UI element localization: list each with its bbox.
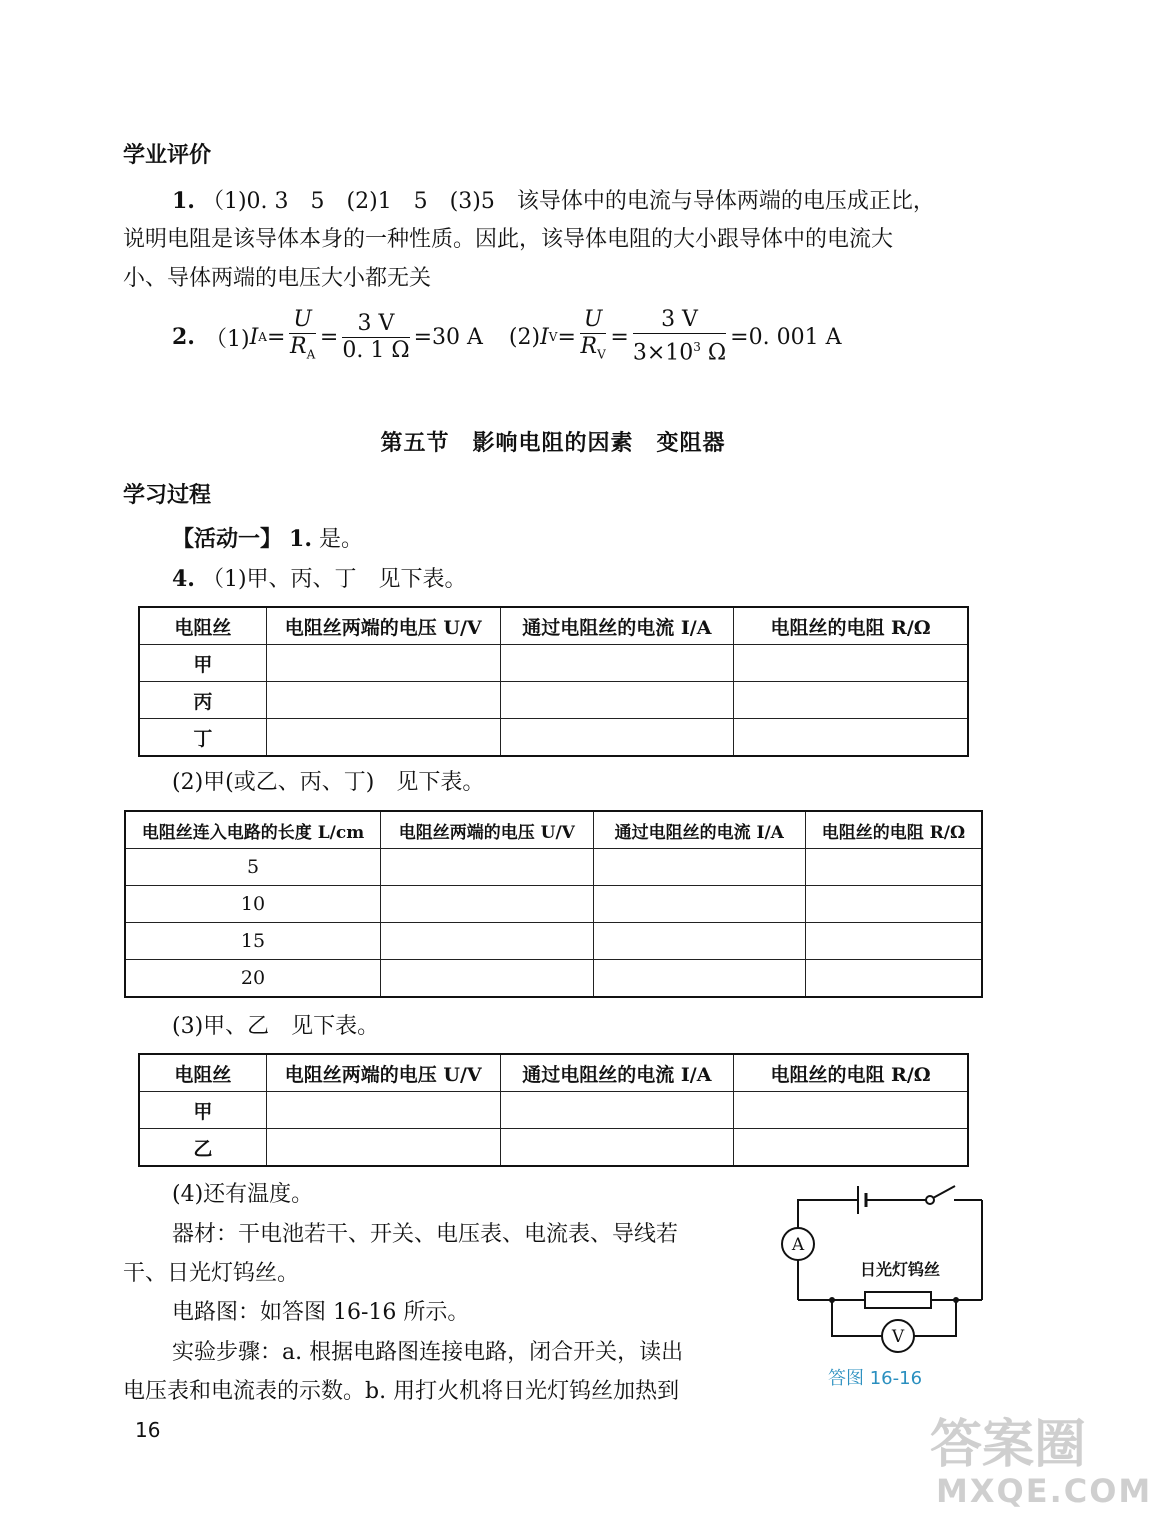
table-cell — [266, 1129, 500, 1167]
table-cell — [266, 682, 500, 719]
table-header: 电阻丝 — [139, 1054, 266, 1092]
table-cell — [266, 1092, 500, 1129]
table-cell — [381, 960, 593, 998]
table-cell — [734, 1092, 968, 1129]
q4-text: （1)甲、丙、丁 见下表。 — [201, 567, 467, 592]
fraction-values-1 — [342, 311, 409, 364]
fraction-values-2 — [633, 307, 726, 366]
table-row — [139, 682, 968, 719]
table-row — [139, 1129, 968, 1167]
equals-4: = — [610, 324, 629, 350]
table-cell — [593, 886, 805, 923]
row-label: 15 — [125, 923, 381, 960]
table-1 — [138, 606, 969, 757]
part3-text: (3)甲、乙 见下表。 — [172, 1014, 380, 1039]
q1-line1 — [172, 186, 935, 217]
table-3 — [138, 1053, 969, 1167]
figure-caption: 答图 16-16 — [828, 1368, 923, 1389]
activity-text: 是。 — [318, 527, 363, 552]
page-number: 16 — [135, 1418, 161, 1442]
row-label: 5 — [125, 849, 381, 886]
resistance-symbol-a: R — [290, 333, 307, 359]
numerator-1: 3 V — [342, 311, 409, 338]
numerator-2: 3 V — [633, 307, 726, 334]
resistance-sub-v: V — [597, 347, 606, 362]
table-header: 通过电阻丝的电流 I/A — [500, 607, 734, 645]
table-row — [139, 719, 968, 757]
row-label: 10 — [125, 886, 381, 923]
q1-line1-text: （1)0. 3 5 (2)1 5 (3)5 该导体中的电流与导体两端的电压成正比， — [201, 189, 935, 214]
voltage-symbol-2: U — [583, 306, 603, 332]
table-cell — [500, 719, 734, 757]
equals-2: = — [319, 324, 339, 350]
table-cell — [734, 682, 968, 719]
current-sub-a: A — [258, 330, 267, 344]
table-row — [139, 1092, 968, 1129]
table-cell — [593, 960, 805, 998]
table-cell — [805, 886, 982, 923]
current-symbol-v: I — [540, 324, 549, 350]
wire-top-left — [798, 1200, 858, 1228]
assessment-heading: 学业评价 — [123, 143, 212, 168]
row-label: 乙 — [139, 1129, 266, 1167]
fraction-u-over-rv — [580, 307, 607, 367]
table-cell — [381, 923, 593, 960]
row-label: 甲 — [139, 1092, 266, 1129]
table-header: 电阻丝的电阻 R/Ω — [734, 607, 968, 645]
table-cell — [266, 645, 500, 682]
table-row — [125, 960, 982, 998]
process-heading: 学习过程 — [123, 483, 212, 508]
table-header: 电阻丝两端的电压 U/V — [266, 607, 500, 645]
row-label: 甲 — [139, 645, 266, 682]
table-cell — [381, 849, 593, 886]
q4-number: 4. — [172, 566, 195, 592]
fraction-u-over-ra — [289, 307, 316, 367]
row-label: 丁 — [139, 719, 266, 757]
table-cell — [500, 645, 734, 682]
circuit-diagram — [770, 1180, 1000, 1360]
table-header: 通过电阻丝的电流 I/A — [500, 1054, 734, 1092]
equals-3: = — [557, 324, 576, 350]
junction-dot-right — [953, 1297, 959, 1303]
q2-part1-label: （1) — [204, 326, 250, 352]
result-1: =30 A — [413, 324, 483, 350]
table-header: 电阻丝 — [139, 607, 266, 645]
q4-line — [172, 564, 467, 595]
q2-part2-label: (2) — [508, 324, 541, 350]
table-header: 电阻丝连入电路的长度 L/cm — [125, 811, 381, 849]
watermark-url: MXQE.COM — [936, 1472, 1152, 1510]
table-header: 电阻丝两端的电压 U/V — [266, 1054, 500, 1092]
resistance-sub-a: A — [306, 347, 316, 362]
activity-line — [172, 524, 363, 555]
denominator-1: 0. 1 Ω — [342, 337, 410, 363]
table-cell — [500, 1129, 734, 1167]
table-cell — [266, 719, 500, 757]
row-label: 20 — [125, 960, 381, 998]
voltage-symbol-1: U — [293, 306, 312, 332]
current-sub-v: V — [548, 330, 558, 344]
junction-dot-left — [829, 1297, 835, 1303]
equipment-line2: 干、日光灯钨丝。 — [123, 1261, 300, 1286]
table-header: 电阻丝的电阻 R/Ω — [805, 811, 982, 849]
row-label: 丙 — [139, 682, 266, 719]
voltmeter-wire-right — [914, 1300, 956, 1336]
resistance-symbol-v: R — [580, 333, 598, 359]
result-2: =0. 001 A — [730, 324, 842, 350]
q1-number: 1. — [172, 188, 195, 214]
q1-line3: 小、导体两端的电压大小都无关 — [123, 266, 432, 291]
table-cell — [805, 960, 982, 998]
table-cell — [734, 719, 968, 757]
equipment-line1: 器材：干电池若干、开关、电压表、电流表、导线若 — [172, 1222, 679, 1247]
part4-text: (4)还有温度。 — [172, 1182, 314, 1207]
denominator-2-unit: Ω — [700, 340, 727, 366]
filament-resistor — [865, 1292, 931, 1308]
table-header: 通过电阻丝的电流 I/A — [593, 811, 805, 849]
denominator-2-base: 3×10 — [632, 340, 694, 366]
table-cell — [381, 886, 593, 923]
activity-number: 1. — [289, 526, 312, 552]
voltmeter-wire-left — [832, 1300, 882, 1336]
denominator-2-exp: 3 — [693, 340, 701, 355]
denominator-2 — [633, 334, 726, 366]
switch-lever — [933, 1186, 955, 1198]
ammeter-label: A — [791, 1235, 805, 1255]
table-cell — [805, 923, 982, 960]
table-cell — [805, 849, 982, 886]
table-cell — [500, 1092, 734, 1129]
table-row — [125, 849, 982, 886]
steps-line2: 电压表和电流表的示数。b. 用打火机将日光灯钨丝加热到 — [123, 1379, 680, 1404]
table-2 — [124, 810, 983, 998]
table-row — [139, 645, 968, 682]
table-row — [125, 923, 982, 960]
activity-label: 【活动一】 — [172, 527, 283, 552]
table-header-row — [139, 607, 968, 645]
part2-text: (2)甲(或乙、丙、丁) 见下表。 — [172, 770, 485, 795]
table-header: 电阻丝两端的电压 U/V — [381, 811, 593, 849]
table-header-row — [125, 811, 982, 849]
watermark-logo: 答案圈 — [930, 1415, 1087, 1475]
table-header-row — [139, 1054, 968, 1092]
table-header: 电阻丝的电阻 R/Ω — [734, 1054, 968, 1092]
filament-label: 日光灯钨丝 — [859, 1260, 941, 1279]
q1-line2: 说明电阻是该导体本身的一种性质。因此，该导体电阻的大小跟导体中的电流大 — [123, 227, 894, 252]
table-cell — [500, 682, 734, 719]
q2-number: 2. — [172, 324, 195, 350]
current-symbol-a: I — [249, 324, 259, 350]
circuit-line: 电路图：如答图 16-16 所示。 — [172, 1300, 470, 1325]
table-row — [125, 886, 982, 923]
steps-line1: 实验步骤：a. 根据电路图连接电路，闭合开关，读出 — [172, 1340, 684, 1365]
q2-formula — [172, 306, 841, 368]
section-title: 第五节 影响电阻的因素 变阻器 — [380, 431, 726, 456]
table-cell — [593, 923, 805, 960]
voltmeter-label: V — [891, 1327, 905, 1347]
table-cell — [734, 1129, 968, 1167]
equals-1: = — [266, 324, 286, 350]
table-cell — [734, 645, 968, 682]
table-cell — [593, 849, 805, 886]
